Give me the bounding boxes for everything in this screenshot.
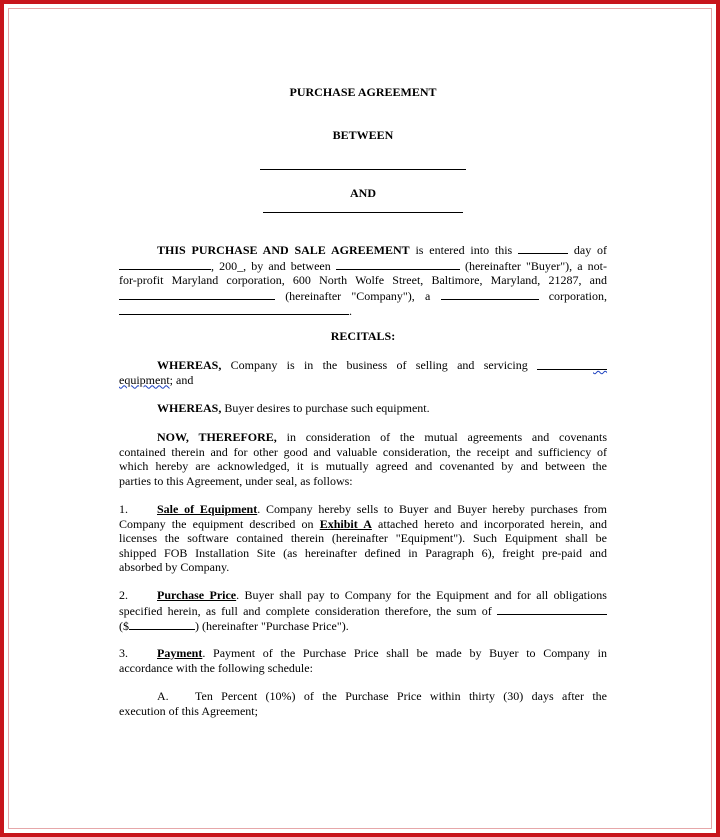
whereas-2-paragraph: WHEREAS, Buyer desires to purchase such equipment.	[157, 401, 430, 415]
intro-line-5: .	[119, 303, 607, 319]
intro-paragraph	[119, 242, 607, 319]
company-name-blank	[119, 288, 275, 300]
state-blank	[441, 288, 539, 300]
party-2-signature-line	[263, 212, 463, 213]
section-1-sale-of-equipment: 1. Sale of Equipment. Company hereby sells to Buyer and Buyer hereby purchases from Company the equipment described on Exhibit A attached hereto and incorporated herein, and licenses the software contained therein (hereinafter "Equipment"). Such Equipment shall be shipped FOB Installation Site (as hereinafter defined in Paragraph 6), freight pre-paid and absorbed by Company.	[119, 502, 608, 575]
section-3-payment: 3. Payment. Payment of the Purchase Price shall be made by Buyer to Company in accordance with the following schedule:	[119, 646, 607, 675]
buyer-name-blank	[336, 258, 460, 270]
section-1-heading: Sale of Equipment	[157, 502, 258, 516]
day-blank	[518, 242, 568, 254]
doc-title: PURCHASE AGREEMENT	[289, 85, 437, 99]
section-2-purchase-price: 2. Purchase Price. Buyer shall pay to Company for the Equipment and for all obligations specified herein, as full and complete consideration therefore, the sum of ($ ) (hereinafter "Purchase Price").	[119, 588, 607, 634]
price-amount-blank	[129, 618, 195, 630]
section-2-heading: Purchase Price	[157, 588, 237, 602]
month-blank	[119, 258, 211, 270]
party-1-signature-line	[260, 169, 466, 170]
spellcheck-word: equipment	[119, 372, 170, 387]
intro-line-1: THIS PURCHASE AND SALE AGREEMENT is entered into this day of	[157, 243, 608, 257]
section-3-item-a: A. Ten Percent (10%) of the Purchase Price within thirty (30) days after the execution of this Agreement;	[119, 689, 607, 718]
section-3-heading: Payment	[157, 646, 203, 660]
address-blank	[119, 303, 349, 315]
intro-line-4: (hereinafter "Company"), a corporation,	[119, 288, 607, 304]
intro-line-2: , 200_, by and between (hereinafter "Buyer"), a not-	[119, 258, 607, 274]
price-words-blank	[497, 603, 607, 615]
exhibit-a-reference: Exhibit A	[319, 516, 372, 531]
intro-lead: THIS PURCHASE AND SALE AGREEMENT	[157, 243, 410, 257]
intro-line-3: for-profit Maryland corporation, 600 North Wolfe Street, Baltimore, Maryland, 21287, and	[119, 273, 607, 288]
equipment-type-blank	[537, 358, 607, 370]
and-heading: AND	[350, 186, 376, 200]
whereas-1-paragraph: WHEREAS, Company is in the business of selling and servicing equipment; and	[119, 358, 607, 387]
now-therefore-paragraph: NOW, THEREFORE, in consideration of the mutual agreements and covenants contained therein and for other good and valuable consideration, the receipt and sufficiency of which hereby are acknowledged, it is mutually agreed and covenanted by and between the parties to this Agreement, under seal, as follows:	[119, 430, 608, 488]
between-heading: BETWEEN	[332, 128, 394, 142]
recitals-heading: RECITALS:	[330, 329, 396, 343]
